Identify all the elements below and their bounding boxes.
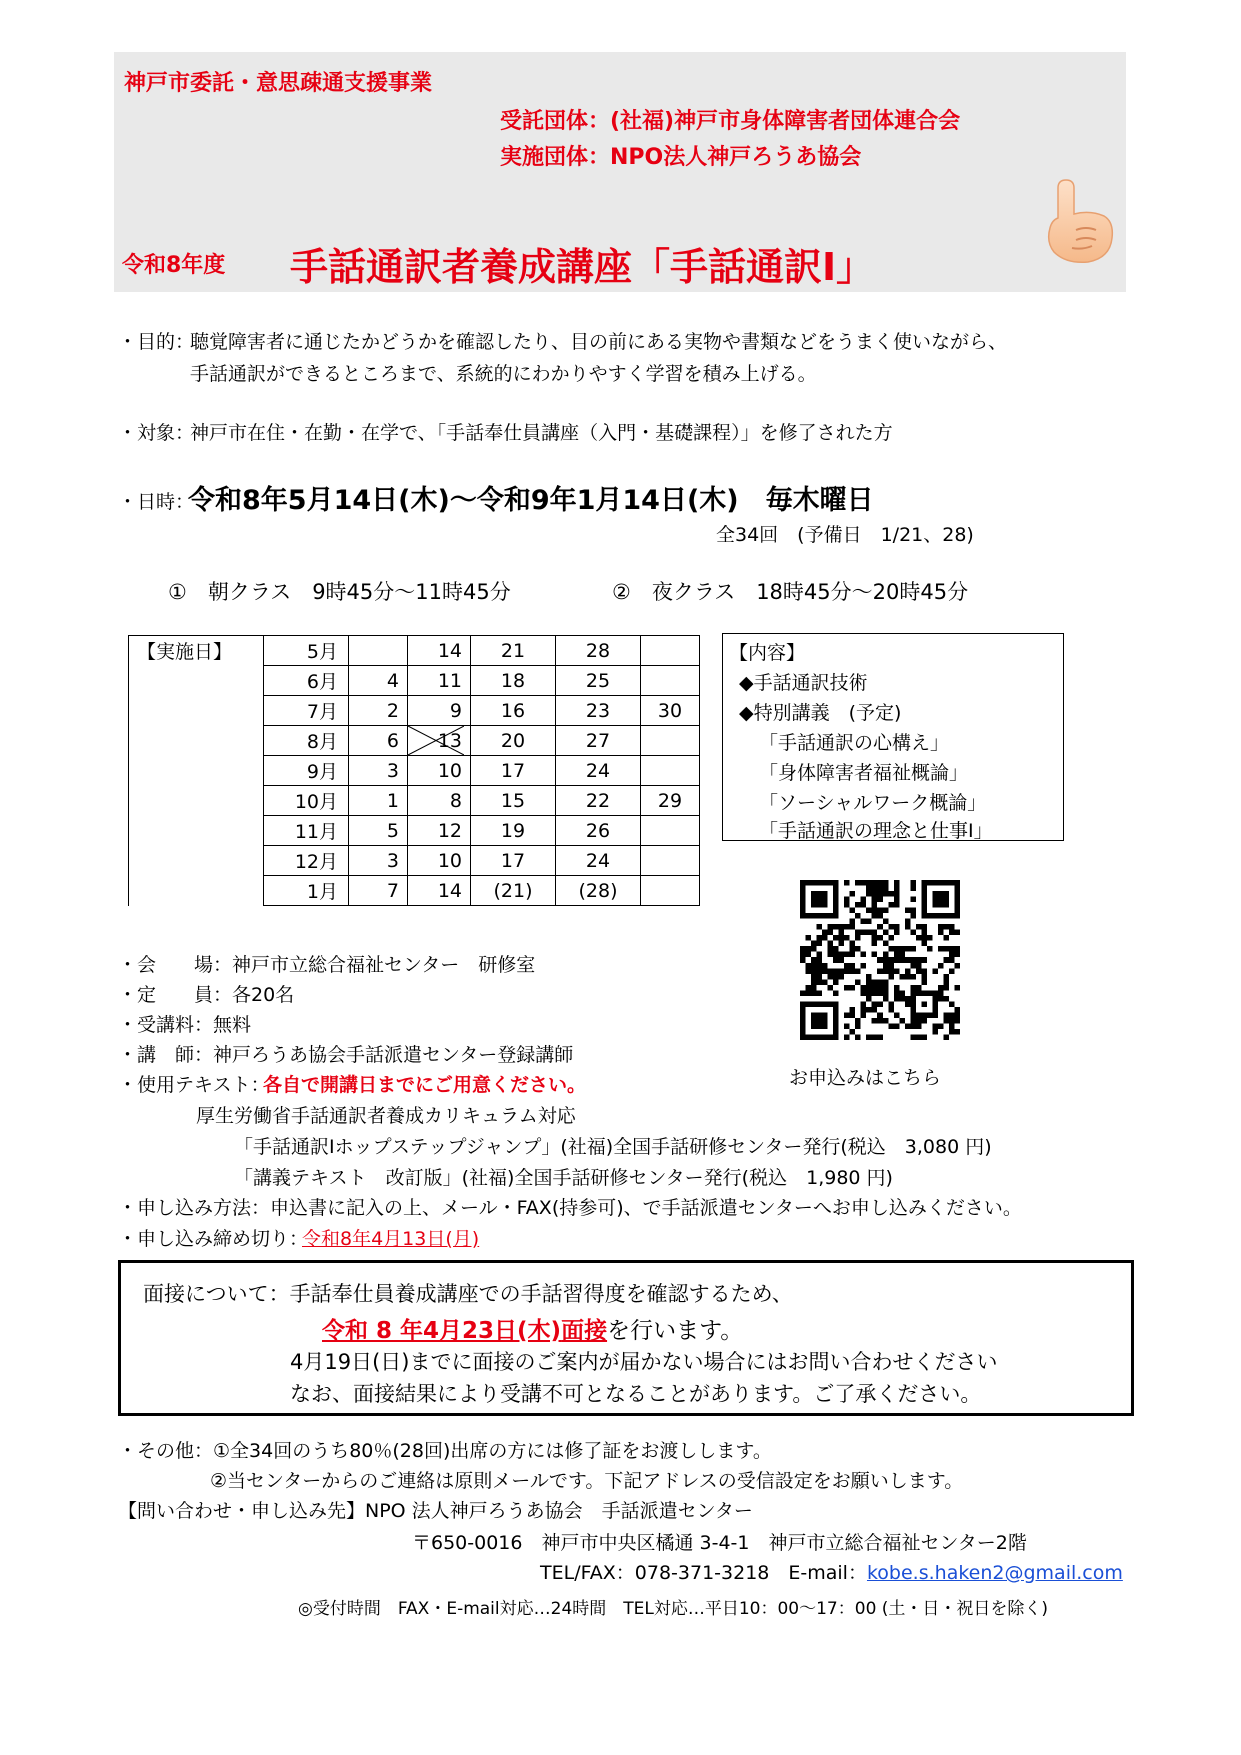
morning-class: ① 朝クラス 9時45分～11時45分 <box>168 580 511 604</box>
schedule-label: 【実施日】 <box>129 636 264 666</box>
schedule-date: 14 <box>408 636 471 666</box>
target-text: 神戸市在住・在勤・在学で、「手話奉仕員講座（入門・基礎課程）」を修了された方 <box>190 422 893 444</box>
schedule-date: 27 <box>556 726 641 756</box>
contact-hours: ◎受付時間 FAX・E-mail対応…24時間 TEL対応…平日10：00～17：00 (土・日・祝日を除く) <box>298 1599 1049 1619</box>
schedule-label-cell <box>129 696 264 726</box>
schedule-month: 8月 <box>264 726 349 756</box>
schedule-date <box>641 636 700 666</box>
target-label: ・対象： <box>118 422 195 444</box>
schedule-label-cell <box>129 726 264 756</box>
content-label: 【内容】 <box>729 642 806 664</box>
schedule-date: 10 <box>408 846 471 876</box>
schedule-date: 9 <box>408 696 471 726</box>
schedule-date: 17 <box>471 756 556 786</box>
cross-out-mark <box>408 726 464 755</box>
text-label: ・使用テキスト： <box>118 1074 270 1096</box>
lecture-4: 「手話通訳の理念と仕事Ⅰ」 <box>759 820 993 842</box>
text-curriculum: 厚生労働省手話通訳者養成カリキュラム対応 <box>196 1105 576 1127</box>
telfax-text: TEL/FAX：078-371-3218 E-mail： <box>540 1562 867 1584</box>
datetime-text: 令和8年5月14日(木)～令和9年1月14日(木) 毎木曜日 <box>188 485 874 516</box>
lecture-3: 「ソーシャルワーク概論」 <box>759 792 987 814</box>
schedule-month: 12月 <box>264 846 349 876</box>
schedule-month: 10月 <box>264 786 349 816</box>
schedule-date <box>349 636 408 666</box>
qr-caption: お申込みはこちら <box>789 1067 942 1089</box>
interview-notice: 4月19日(日)までに面接のご案内が届かない場合にはお問い合わせください <box>290 1350 998 1374</box>
implementer-line: 実施団体：NPO法人神戸ろうあ協会 <box>500 145 862 170</box>
schedule-date: 2 <box>349 696 408 726</box>
email-link[interactable]: kobe.s.haken2@gmail.com <box>866 1562 1123 1584</box>
schedule-date: 6 <box>349 726 408 756</box>
interview-disclaimer: なお、面接結果により受講不可となることがあります。ご了承ください。 <box>290 1382 982 1406</box>
schedule-row <box>129 696 700 726</box>
schedule-row <box>129 726 700 756</box>
schedule-date <box>641 876 700 906</box>
capacity: ・定 員：各20名 <box>118 984 295 1006</box>
schedule-date: 20 <box>471 726 556 756</box>
interview-intro: 面接について：手話奉仕員養成講座での手話習得度を確認するため、 <box>143 1282 793 1306</box>
content-item-lectures: ◆特別講義 (予定) <box>739 702 902 724</box>
schedule-row <box>129 876 700 906</box>
purpose-text-2: 手話通訳ができるところまで、系統的にわかりやすく学習を積み上げる。 <box>190 363 817 385</box>
schedule-date <box>641 666 700 696</box>
schedule-date: 21 <box>471 636 556 666</box>
interview-keyword: 面接 <box>561 1318 608 1344</box>
content-item-technique: ◆手話通訳技術 <box>739 672 868 694</box>
page-title: 手話通訳者養成講座「手話通訳Ⅰ」 <box>290 245 875 289</box>
commission-line: 神戸市委託・意思疎通支援事業 <box>124 71 433 96</box>
schedule-date: 1 <box>349 786 408 816</box>
lecture-1: 「手話通訳の心構え」 <box>759 732 950 754</box>
schedule-date: 8 <box>408 786 471 816</box>
schedule-date: 14 <box>408 876 471 906</box>
lecture-2: 「身体障害者福祉概論」 <box>759 762 969 784</box>
textbook-2: 「講義テキスト 改訂版」(社福)全国手話研修センター発行(税込 1,980 円) <box>234 1167 893 1189</box>
interview-date-line <box>322 1312 743 1345</box>
schedule-label-cell <box>129 756 264 786</box>
schedule-date: 30 <box>641 696 700 726</box>
schedule-date <box>641 756 700 786</box>
interview-date: 令和 8 年4月23日(木) <box>322 1318 562 1344</box>
schedule-date: 5 <box>349 816 408 846</box>
schedule-month: 9月 <box>264 756 349 786</box>
schedule-date: 23 <box>556 696 641 726</box>
apply-method: ・申し込み方法：申込書に記入の上、メール・FAX(持参可)、で手話派遣センターへお申し込みください。 <box>118 1197 1022 1219</box>
schedule-table <box>128 635 700 906</box>
schedule-row <box>129 816 700 846</box>
schedule-label-cell <box>129 786 264 816</box>
schedule-date: 10 <box>408 756 471 786</box>
contractor-line: 受託団体：(社福)神戸市身体障害者団体連合会 <box>500 109 961 134</box>
schedule-date: 29 <box>641 786 700 816</box>
schedule-month: 6月 <box>264 666 349 696</box>
schedule-month: 11月 <box>264 816 349 846</box>
schedule-date <box>641 816 700 846</box>
purpose-label: ・目的： <box>118 331 195 353</box>
schedule-date: 15 <box>471 786 556 816</box>
contact-heading: 【問い合わせ・申し込み先】NPO 法人神戸ろうあ協会 手話派遣センター <box>118 1500 753 1522</box>
schedule-date <box>641 846 700 876</box>
schedule-month: 7月 <box>264 696 349 726</box>
schedule-month: 5月 <box>264 636 349 666</box>
venue: ・会 場：神戸市立総合福祉センター 研修室 <box>118 954 536 976</box>
schedule-date: 11 <box>408 666 471 696</box>
schedule-row <box>129 846 700 876</box>
text-note: 各自で開講日までにご用意ください。 <box>263 1074 587 1096</box>
schedule-date: 26 <box>556 816 641 846</box>
schedule-date: 25 <box>556 666 641 696</box>
schedule-row <box>129 636 700 666</box>
fiscal-year: 令和8年度 <box>122 253 226 278</box>
schedule-date <box>641 726 700 756</box>
schedule-date: 3 <box>349 846 408 876</box>
other-1: ・その他：①全34回のうち80％(28回)出席の方には修了証をお渡しします。 <box>118 1440 772 1462</box>
schedule-row <box>129 786 700 816</box>
schedule-date: 28 <box>556 636 641 666</box>
schedule-month: 1月 <box>264 876 349 906</box>
schedule-date: 4 <box>349 666 408 696</box>
other-2: ②当センターからのご連絡は原則メールです。下記アドレスの受信設定をお願いします。 <box>210 1470 964 1492</box>
textbook-1: 「手話通訳Ⅰホップステップジャンプ」(社福)全国手話研修センター発行(税込 3,080 円) <box>234 1136 992 1158</box>
pointing-hand-icon <box>1042 178 1116 272</box>
contact-address: 〒650-0016 神戸市中央区橘通 3-4-1 神戸市立総合福祉センター2階 <box>412 1532 1027 1554</box>
schedule-date <box>408 726 471 756</box>
schedule-date: 12 <box>408 816 471 846</box>
schedule-label-cell <box>129 876 264 906</box>
fee: ・受講料：無料 <box>118 1014 252 1036</box>
lecturer: ・講 師：神戸ろうあ協会手話派遣センター登録講師 <box>118 1044 574 1066</box>
schedule-date: 16 <box>471 696 556 726</box>
qr-code[interactable] <box>800 880 960 1044</box>
schedule-date: 17 <box>471 846 556 876</box>
interview-date-tail: を行います。 <box>607 1318 744 1344</box>
purpose-text-1: 聴覚障害者に通じたかどうかを確認したり、目の前にある実物や書類などをうまく使いながら、 <box>190 331 1008 353</box>
schedule-label-cell <box>129 666 264 696</box>
contact-telfax <box>540 1558 1123 1585</box>
evening-class: ② 夜クラス 18時45分～20時45分 <box>612 580 969 604</box>
schedule-label-cell <box>129 816 264 846</box>
schedule-row <box>129 756 700 786</box>
session-count: 全34回 (予備日 1/21、28) <box>716 524 974 546</box>
cancelled-date: 13 <box>437 729 462 752</box>
schedule-date: 7 <box>349 876 408 906</box>
schedule-date: (28) <box>556 876 641 906</box>
content-box <box>722 633 1064 841</box>
deadline-date: 令和8年4月13日(月) <box>302 1228 480 1250</box>
schedule-date: 18 <box>471 666 556 696</box>
schedule-date: 24 <box>556 756 641 786</box>
schedule-date: 19 <box>471 816 556 846</box>
schedule-date: (21) <box>471 876 556 906</box>
schedule-date: 24 <box>556 846 641 876</box>
schedule-date: 3 <box>349 756 408 786</box>
datetime-label: ・日時： <box>118 491 195 513</box>
schedule-date: 22 <box>556 786 641 816</box>
schedule-row <box>129 666 700 696</box>
deadline-label: ・申し込み締め切り： <box>118 1228 309 1250</box>
schedule-label-cell <box>129 846 264 876</box>
